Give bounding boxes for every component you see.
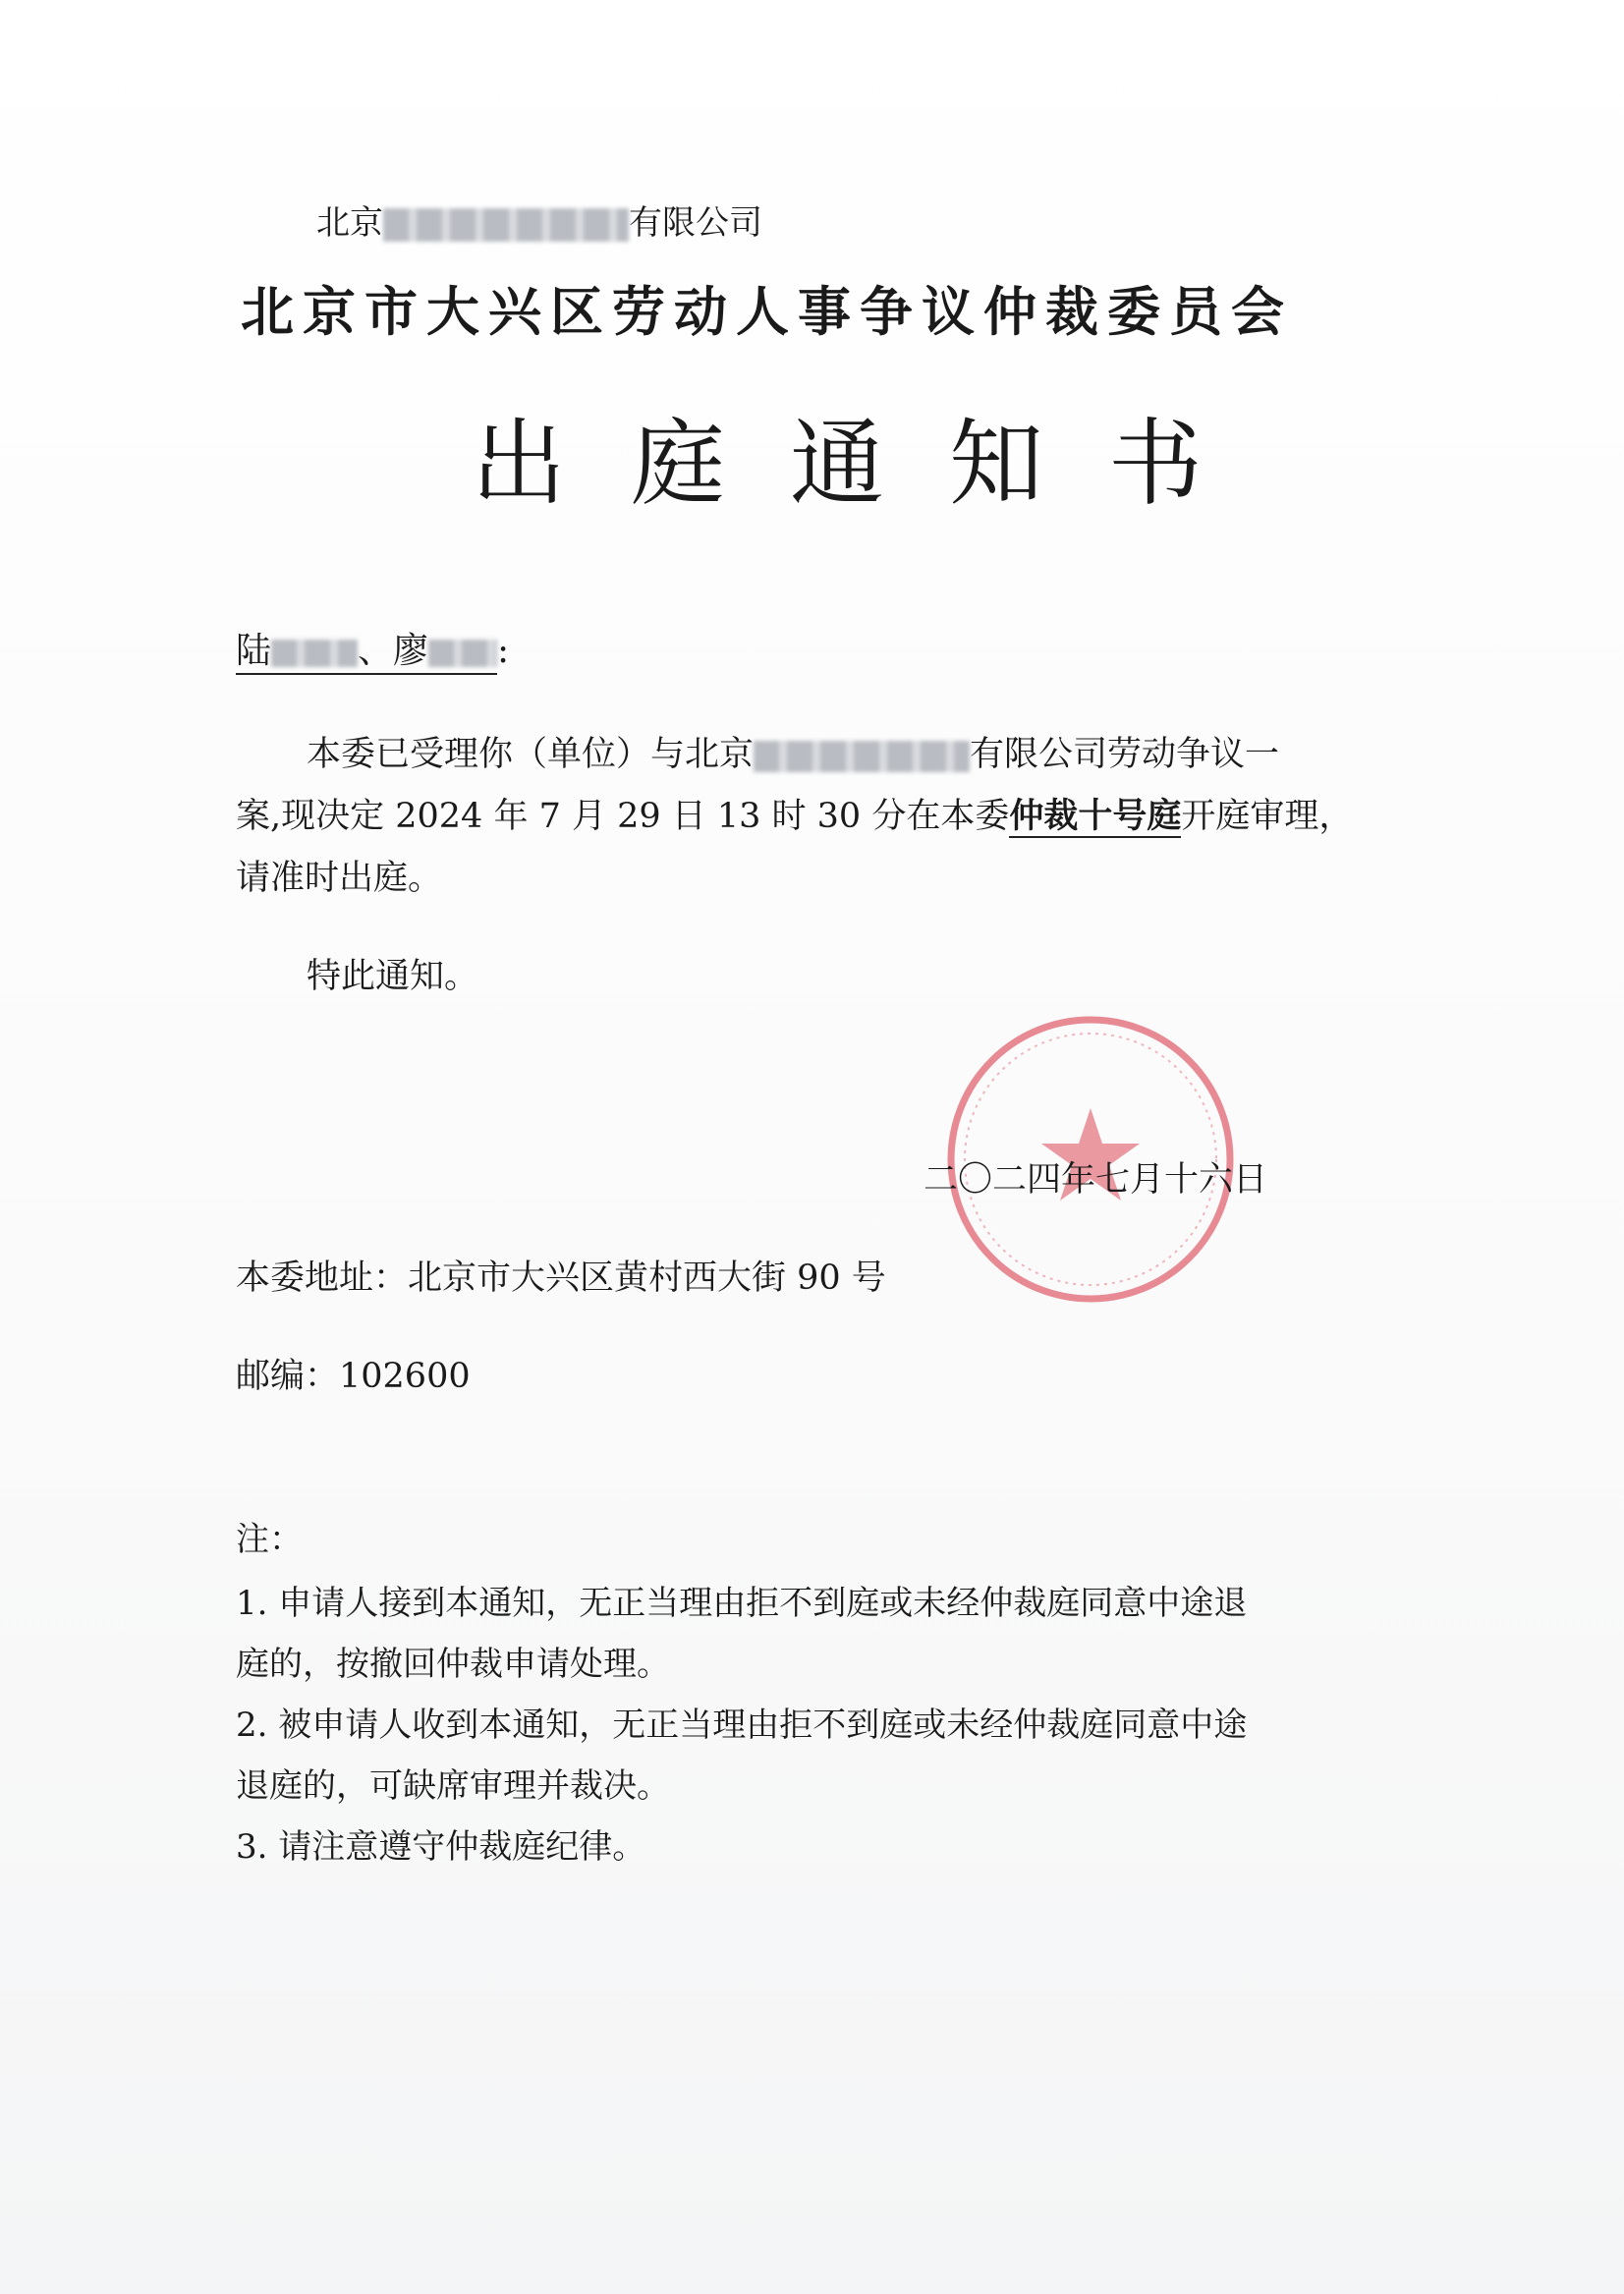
addressee-line bbox=[236, 624, 509, 679]
body-text-1a: 本委已受理你（单位）与北京 bbox=[307, 735, 755, 774]
addressee-name-1: 陆 bbox=[236, 631, 272, 671]
document-title: 出庭通知书 bbox=[472, 409, 1267, 519]
addressee-names bbox=[236, 631, 497, 675]
note-1-line-2: 庭的，按撤回仲裁申请处理。 bbox=[236, 1645, 670, 1684]
note-2-line-1: 2. 被申请人收到本通知，无正当理由拒不到庭或未经仲裁庭同意中途 bbox=[236, 1706, 1248, 1745]
company-name-line bbox=[316, 196, 762, 250]
note-3: 3. 请注意遵守仲裁庭纪律。 bbox=[236, 1827, 646, 1867]
redacted-company-name bbox=[383, 208, 629, 242]
body-text-2a: 案,现决定 2024 年 7 月 29 日 13 时 30 分在本委 bbox=[236, 797, 1010, 836]
body-paragraph-line-1 bbox=[236, 724, 1279, 785]
body-paragraph-line-2 bbox=[236, 786, 1353, 847]
redacted-company-name-2 bbox=[754, 741, 970, 772]
notes-heading: 注： bbox=[236, 1520, 303, 1559]
body-paragraph-line-3: 请准时出庭。 bbox=[236, 859, 443, 898]
closing-text: 特此通知。 bbox=[307, 957, 479, 996]
issue-date: 二〇二四年七月十六日 bbox=[924, 1160, 1268, 1200]
company-suffix: 有限公司 bbox=[629, 203, 762, 243]
redacted-name-2 bbox=[428, 640, 497, 667]
addressee-colon: : bbox=[497, 631, 510, 671]
committee-heading: 北京市大兴区劳动人事争议仲裁委员会 bbox=[241, 281, 1293, 343]
redacted-name-1 bbox=[271, 640, 358, 667]
addressee-separator: 、 bbox=[358, 631, 394, 671]
postcode: 邮编：102600 bbox=[236, 1357, 471, 1396]
company-prefix: 北京 bbox=[316, 203, 383, 243]
committee-address: 本委地址：北京市大兴区黄村西大街 90 号 bbox=[236, 1259, 886, 1298]
body-text-2b: 开庭审理， bbox=[1181, 797, 1354, 836]
note-1-line-1: 1. 申请人接到本通知，无正当理由拒不到庭或未经仲裁庭同意中途退 bbox=[236, 1584, 1248, 1623]
addressee-name-2: 廖 bbox=[393, 631, 429, 671]
note-2-line-2: 退庭的，可缺席审理并裁决。 bbox=[236, 1766, 670, 1806]
hearing-room: 仲裁十号庭 bbox=[1009, 796, 1182, 836]
body-text-1b: 有限公司劳动争议一 bbox=[970, 735, 1280, 774]
